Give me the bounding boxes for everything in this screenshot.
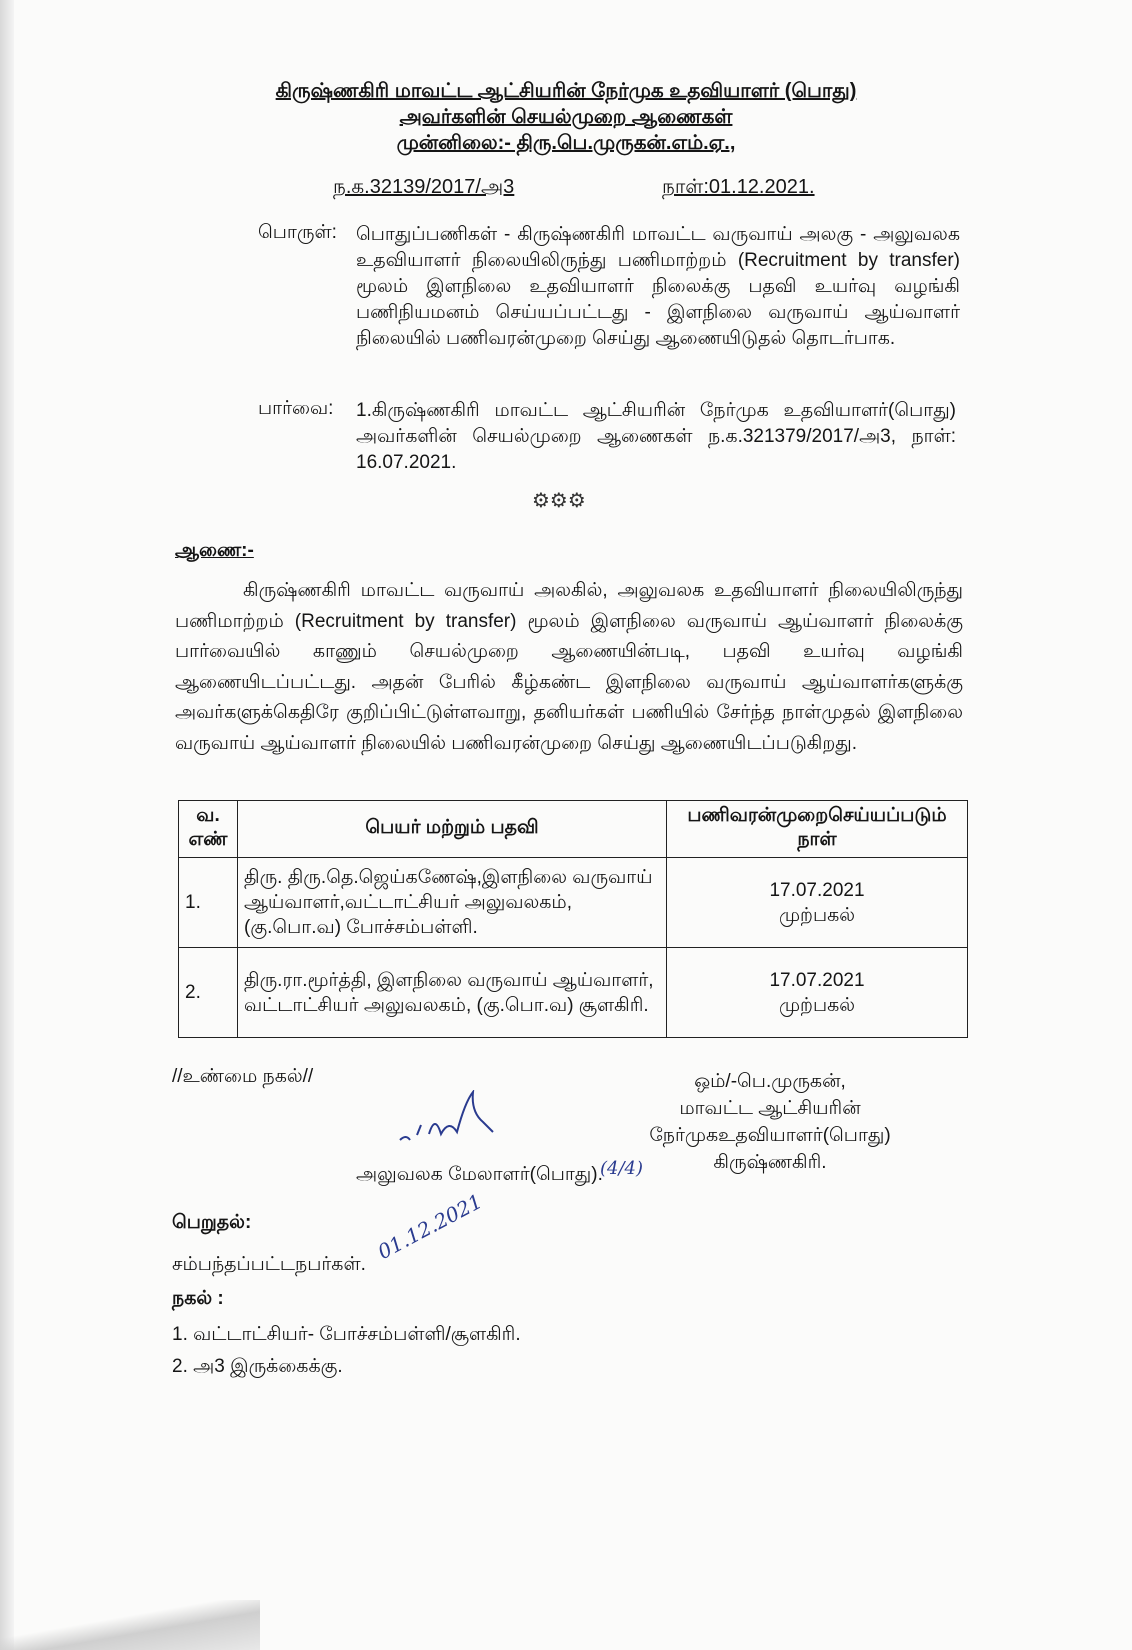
header-line-1: கிருஷ்ணகிரி மாவட்ட ஆட்சியரின் நேர்முக உதவியாளர் (பொது) [275, 80, 857, 102]
col-serial: வ. எண் [179, 801, 238, 858]
session-value: முற்பகல் [778, 904, 856, 926]
reference-label: பார்வை: [258, 398, 334, 419]
table-header-row [179, 801, 968, 858]
recipients-heading: பெறுதல்: [172, 1212, 252, 1233]
header-line-2: அவர்களின் செயல்முறை ஆணைகள் [399, 106, 733, 128]
handwritten-initials: (4/4) [600, 1158, 644, 1179]
date-value: 17.07.2021 [769, 879, 865, 901]
signatory-block [620, 1068, 920, 1176]
subject-text: பொதுப்பணிகள் - கிருஷ்ணகிரி மாவட்ட வருவாய் அலகு - அலுவலக உதவியாளர் நிலையிலிருந்து பணிமாற்றம் (Recruitment by transfer) மூலம் இளநிலை உதவியாளர் நிலைக்கு பதவி உயர்வு வழங்கி பணிநியமனம் செய்யப்பட்டது - இளநிலை வருவாய் ஆய்வாளர் நிலையில் பணிவரன்முறை செய்து ஆணையிடுதல் தொடர்பாக. [356, 224, 960, 349]
table-row [179, 948, 968, 1038]
signatory-line: ஒம்/-பெ.முருகன், [694, 1071, 846, 1092]
table-row [179, 858, 968, 948]
row-date [667, 948, 968, 1038]
signatory-line: நேர்முகஉதவியாளர்(பொது) [649, 1125, 891, 1146]
signatory-line: மாவட்ட ஆட்சியரின் [679, 1098, 861, 1119]
order-body: கிருஷ்ணகிரி மாவட்ட வருவாய் அலகில், அலுவலக உதவியாளர் நிலையிலிருந்து பணிமாற்றம் (Recruitment by transfer) மூலம் இளநிலை வருவாய் ஆய்வாளர் நிலைக்கு பார்வையில் காணும் செயல்முறை ஆணையின்படி, பதவி உயர்வு வழங்கி ஆணையிடப்பட்டது. அதன் பேரில் கீழ்கண்ட இளநிலை வருவாய் ஆய்வாளர்களுக்கு அவர்களுக்கெதிரே குறிப்பிட்டுள்ளவாறு, தனியர்கள் பணியில் சேர்ந்த நாள்முதல் இளநிலை வருவாய் ஆய்வாளர் நிலையில் பணிவரன்முறை செய்து ஆணையிடப்படுகிறது. [175, 580, 963, 754]
subject-label: பொருள்: [258, 222, 337, 243]
reference-number: ந.க.32139/2017/அ3 [333, 176, 515, 198]
date-value: 17.07.2021 [769, 969, 865, 991]
scan-edge [0, 0, 14, 1650]
handwritten-signature [395, 1090, 505, 1150]
session-value: முற்பகல் [778, 994, 856, 1016]
header-line-3: முன்னிலை:- திரு.பெ.முருகன்.எம்.ஏ., [396, 132, 736, 154]
row-date [667, 858, 968, 948]
row-serial: 2. [179, 948, 238, 1038]
row-name-post: திரு.ரா.மூர்த்தி, இளநிலை வருவாய் ஆய்வாளர், வட்டாட்சியர் அலுவலகம், (கு.பொ.வ) சூளகிரி. [238, 948, 667, 1038]
copy-heading: நகல் : [172, 1288, 224, 1309]
scan-shadow [0, 1600, 260, 1650]
order-heading: ஆணை:- [175, 540, 254, 561]
recipients-text: சம்பந்தப்பட்டநபர்கள். [172, 1254, 366, 1275]
regularisation-table [178, 800, 968, 1038]
col-date: பணிவரன்முறைசெய்யப்படும் நாள் [667, 801, 968, 858]
signatory-line: கிருஷ்ணகிரி. [713, 1152, 827, 1173]
row-name-post: திரு. திரு.தெ.ஜெய்கணேஷ்,இளநிலை வருவாய் ஆய்வாளர்,வட்டாட்சியர் அலுவலகம், (கு.பொ.வ) போச்சம்பள்ளி. [238, 858, 667, 948]
office-superintendent-label: அலுவலக மேலாளர்(பொது). [356, 1164, 603, 1185]
copy-item: 2. அ3 இருக்கைக்கு. [172, 1356, 343, 1377]
row-serial: 1. [179, 858, 238, 948]
document-date: நாள்:01.12.2021. [662, 176, 815, 198]
true-copy-label: //உண்மை நகல்// [172, 1066, 314, 1087]
copy-item: 1. வட்டாட்சியர்- போச்சம்பள்ளி/சூளகிரி. [172, 1324, 521, 1345]
ornament-divider: ⚙⚙⚙ [532, 490, 586, 512]
reference-text: 1.கிருஷ்ணகிரி மாவட்ட ஆட்சியரின் நேர்முக உதவியாளர்(பொது) அவர்களின் செயல்முறை ஆணைகள் ந.க.321379/2017/அ3, நாள்: 16.07.2021. [356, 400, 956, 473]
handwritten-date: 01.12.2021 [373, 1189, 487, 1264]
col-name-post: பெயர் மற்றும் பதவி [238, 801, 667, 858]
